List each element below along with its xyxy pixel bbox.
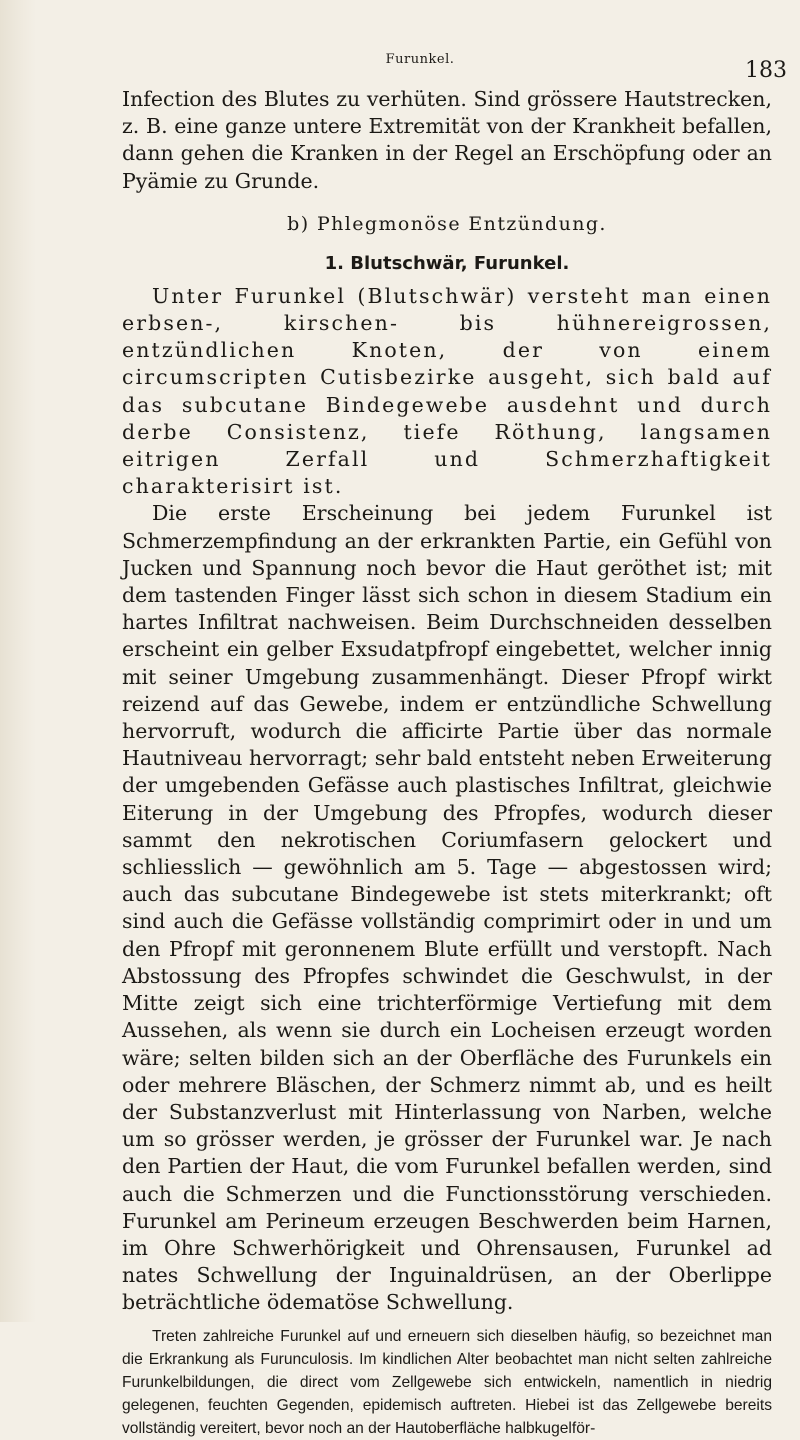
section-heading: b) Phlegmonöse Entzündung. (287, 212, 607, 235)
definition-paragraph: Unter Furunkel (Blutschwär) versteht man einen erbsen-, kirschen- bis hühnereigrossen, entzündlichen Knoten, der von einem circumscripten Cutisbezirke ausgeht, sich bald auf das subcutane Bindegewebe ausdehnt und durch derbe Consistenz, tiefe Röthung, langsamen eitrigen Zerfall und Schmerzhaftigkeit charakterisirt ist. (122, 283, 772, 499)
running-head: Furunkel. (385, 52, 455, 67)
text-block (122, 86, 772, 1440)
intro-paragraph: Infection des Blutes zu verhüten. Sind grössere Hautstrecken, z. B. eine ganze untere Extremität von der Krankheit befallen, dann gehen die Kranken in der Regel an Erschöpfung oder an Pyämie zu Grunde. (122, 87, 772, 193)
chapter-heading: 1. Blutschwär, Furunkel. (324, 252, 570, 274)
main-paragraph: Die erste Erscheinung bei jedem Furunkel ist Schmerzempfindung an der erkrankten Partie, ein Gefühl von Jucken und Spannung noch bevor die Haut geröthet ist; mit dem tastenden Finger lässt sich schon in diesem Stadium ein hartes Infiltrat nachweisen. Beim Durchschneiden desselben erscheint ein gelber Exsudatpfropf eingebettet, welcher innig mit seiner Umgebung zusammenhängt. Dieser Pfropf wirkt reizend auf das Gewebe, indem er entzündliche Schwellung hervorruft, wodurch die afficirte Partie über das normale Hautniveau hervorragt; sehr bald entsteht neben Erweiterung der umgebenden Gefässe auch plastisches Infiltrat, gleichwie Eiterung in der Umgebung des Pfropfes, wodurch dieser sammt den nekrotischen Coriumfasern gelockert und schliesslich — gewöhnlich am 5. Tage — abgestossen wird; auch das subcutane Bindegewebe ist stets miterkrankt; oft sind auch die Gefässe vollständig comprimirt oder in und um den Pfropf mit geronnenem Blute erfüllt und verstopft. Nach Abstossung des Pfropfes schwindet die Geschwulst, in der Mitte zeigt sich eine trichterförmige Vertiefung mit dem Aussehen, als wenn sie durch ein Locheisen erzeugt worden wäre; selten bilden sich an der Oberfläche des Furunkels ein oder mehrere Bläschen, der Schmerz nimmt ab, und es heilt der Substanzverlust mit Hinterlassung von Narben, welche um so grösser werden, je grösser der Furunkel war. Je nach den Partien der Haut, die vom Furunkel befallen werden, sind auch die Schmerzen und die Functionsstörung verschieden. Furunkel am Perineum erzeugen Beschwerden beim Harnen, im Ohre Schwerhörigkeit und Ohrensausen, Furunkel ad nates Schwellung der Inguinaldrüsen, an der Oberlippe beträchtliche ödematöse Schwellung. (122, 501, 772, 1315)
page-gutter-shadow (0, 0, 36, 1322)
small-print-paragraph: Treten zahlreiche Furunkel auf und erneuern sich dieselben häufig, so bezeichnet man die Erkrankung als Furunculosis. Im kindlichen Alter beobachtet man nicht selten zahlreiche Furunkelbildungen, die direct vom Zellgewebe sich entwickeln, namentlich in niedrig gelegenen, feuchten Gegenden, epidemisch auftreten. Hiebei ist das Zellgewebe bereits vollständig vereitert, bevor noch an der Hautoberfläche halbkugelför- (122, 1327, 772, 1437)
page-number: 183 (745, 58, 787, 83)
